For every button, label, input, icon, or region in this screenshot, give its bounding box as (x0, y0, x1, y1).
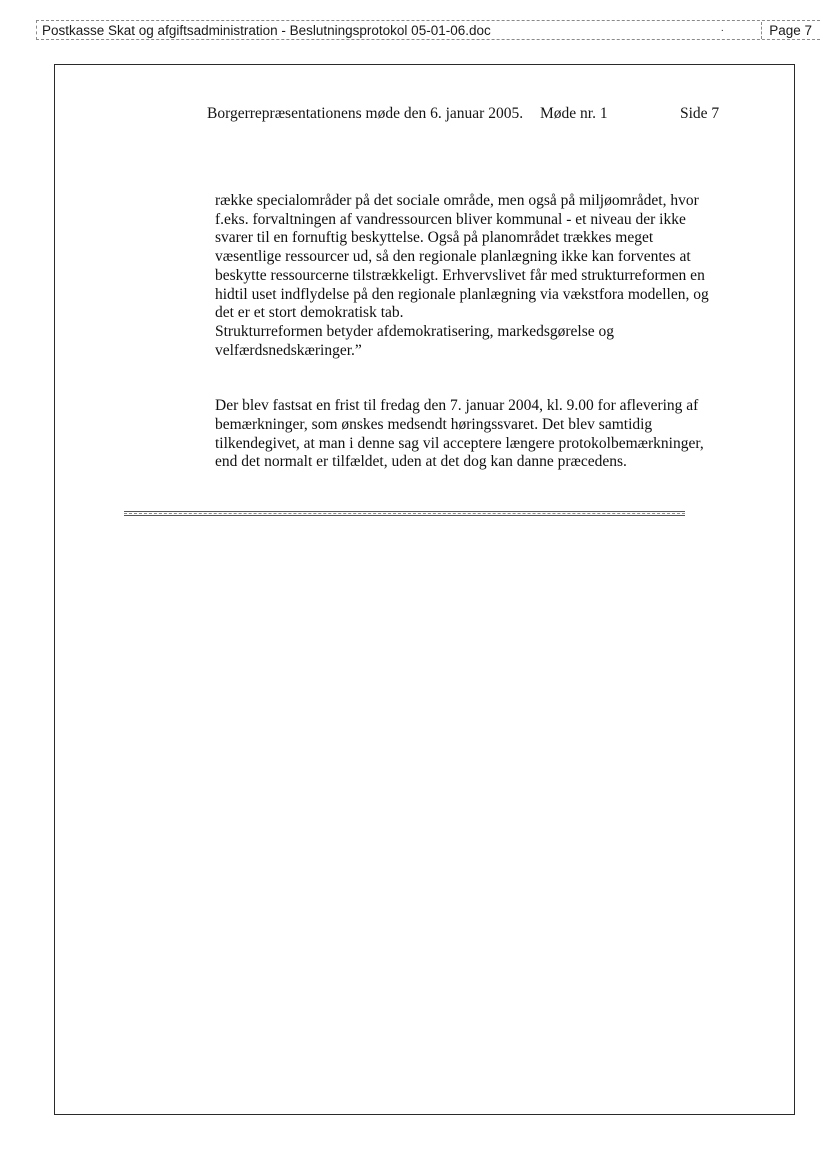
print-header-page: Page 7 (769, 23, 812, 38)
meeting-title: Borgerrepræsentationens møde den 6. januar 2005. (207, 105, 524, 122)
text-line: Der blev fastsat en frist til fredag den 7. januar 2004, kl. 9.00 for aflevering af (215, 397, 699, 415)
text-line: velfærdsnedskæringer.” (215, 341, 362, 359)
text-line: væsentlige ressourcer ud, så den regionale planlægning ikke kan forventes at (215, 248, 691, 266)
quote-paragraph (215, 192, 720, 360)
print-header-divider (761, 22, 762, 39)
text-line: svarer til en fornuftig beskyttelse. Også på planområdet trækkes meget (215, 229, 654, 247)
text-line: række specialområder på det sociale område, men også på miljøområdet, hvor (215, 192, 699, 209)
print-header-mark: · (720, 25, 724, 36)
text-line: end det normalt er tilfældet, uden at det dog kan danne præcedens. (215, 453, 627, 471)
text-line: hidtil uset indflydelse på den regionale planlægning via vækstfora modellen, og (215, 285, 709, 303)
meeting-number: Møde nr. 1 (540, 105, 608, 122)
text-line: det er et stort demokratisk tab. (215, 304, 404, 322)
document-page (54, 64, 795, 1115)
print-header (36, 20, 820, 40)
deadline-paragraph (215, 397, 720, 472)
text-line: bemærkninger, som ønskes medsendt høringssvaret. Det blev samtidig (215, 416, 653, 434)
page-number: Side 7 (680, 105, 720, 122)
text-line: tilkendegivet, at man i denne sag vil acceptere længere protokolbemærkninger, (215, 434, 704, 452)
text-line: f.eks. forvaltningen af vandressourcen bliver kommunal - et niveau der ikke (215, 210, 686, 228)
text-line: Strukturreformen betyder afdemokratisering, markedsgørelse og (215, 322, 614, 340)
print-header-title: Postkasse Skat og afgiftsadministration - Beslutningsprotokol 05-01-06.doc (42, 23, 491, 38)
section-divider (124, 511, 685, 516)
document-body (215, 192, 720, 472)
text-line: beskytte ressourcerne tilstrækkeligt. Erhvervslivet får med strukturreformen en (215, 266, 705, 284)
document-header (207, 103, 727, 125)
